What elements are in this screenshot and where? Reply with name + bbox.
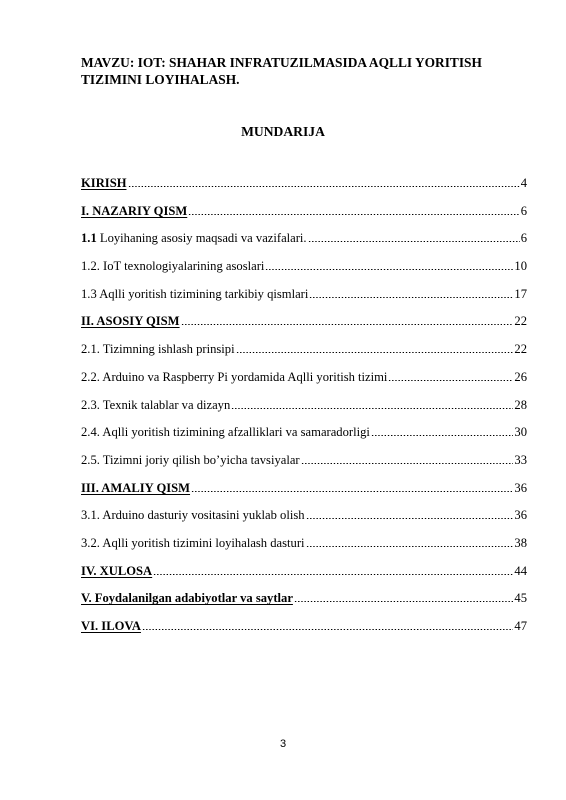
toc-entry[interactable]: [81, 311, 527, 329]
toc-entry[interactable]: [81, 422, 527, 440]
toc-heading: MUNDARIJA: [241, 124, 325, 139]
toc-entry[interactable]: [81, 616, 527, 634]
toc-entry[interactable]: [81, 561, 527, 579]
toc-entry-label: VI. ILOVA: [81, 619, 141, 633]
toc-entry-page: 33: [514, 452, 527, 467]
toc-entry[interactable]: [81, 256, 527, 274]
toc-entry-label: II. ASOSIY QISM: [81, 314, 180, 329]
toc-entry-label: [81, 231, 307, 246]
table-of-contents: [81, 173, 527, 644]
toc-entry[interactable]: [81, 533, 527, 551]
toc-entry-label: 3.2. Aqlli yoritish tizimini loyihalash dasturi: [81, 535, 305, 550]
toc-entry-label: 1.3 Aqlli yoritish tizimining tarkibiy qismlari: [81, 286, 309, 301]
toc-entry-text: Loyihaning asosiy maqsadi va vazifalari.: [96, 231, 307, 246]
toc-entry-label: 2.5. Tizimni joriy qilish bo’yicha tavsiyalar: [81, 452, 300, 467]
toc-entry-page: 36: [514, 508, 527, 523]
toc-entry-page: 36: [514, 480, 527, 495]
toc-entry-label: 2.3. Texnik talablar va dizayn: [81, 397, 231, 412]
toc-entry[interactable]: [81, 478, 527, 496]
toc-entry[interactable]: [81, 395, 527, 413]
toc-entry-label: 1.2. IoT texnologiyalarining asoslari: [81, 259, 265, 274]
toc-entry-page: 45: [514, 591, 527, 606]
toc-entry[interactable]: [81, 450, 527, 468]
dot-leader: [371, 426, 514, 437]
dot-leader: [308, 232, 520, 243]
dot-leader: [181, 315, 514, 326]
toc-entry-page: 6: [520, 203, 527, 218]
page-number: 3: [279, 738, 287, 750]
toc-entry-page: 4: [520, 176, 527, 190]
toc-entry-number: 1.1: [81, 231, 97, 246]
dot-leader: [142, 620, 513, 631]
toc-entry-label: III. AMALIY QISM: [81, 480, 191, 495]
dot-leader: [231, 399, 513, 410]
toc-entry-label: KIRISH: [81, 176, 127, 190]
dot-leader: [191, 482, 513, 493]
dot-leader: [306, 509, 514, 520]
toc-entry-page: 26: [514, 369, 527, 384]
toc-entry-label: 2.2. Arduino va Raspberry Pi yordamida Aqlli yoritish tizimi: [81, 369, 388, 384]
toc-entry[interactable]: [81, 367, 527, 385]
toc-entry-label: V. Foydalanilgan adabiyotlar va saytlar: [81, 591, 293, 606]
dot-leader: [301, 454, 514, 465]
toc-entry[interactable]: [81, 284, 527, 302]
toc-entry[interactable]: [81, 505, 527, 523]
toc-entry-label: I. NAZARIY QISM: [81, 203, 188, 218]
toc-entry-page: 22: [514, 342, 527, 357]
toc-entry-page: 6: [520, 231, 527, 246]
toc-entry-page: 47: [514, 619, 527, 633]
dot-leader: [309, 288, 513, 299]
toc-entry-label: 3.1. Arduino dasturiy vositasini yuklab olish: [81, 508, 305, 523]
toc-entry-page: 28: [514, 397, 527, 412]
toc-entry-page: 22: [514, 314, 527, 329]
toc-entry-page: 10: [514, 259, 527, 274]
dot-leader: [294, 592, 513, 603]
toc-entry[interactable]: [81, 339, 527, 357]
dot-leader: [265, 260, 513, 271]
dot-leader: [188, 205, 519, 216]
toc-entry-page: 17: [514, 286, 527, 301]
toc-entry-page: 30: [514, 425, 527, 440]
toc-entry[interactable]: [81, 588, 527, 606]
toc-entry-label: 2.4. Aqlli yoritish tizimining afzalliklari va samaradorligi: [81, 425, 370, 440]
dot-leader: [153, 565, 513, 576]
dot-leader: [306, 537, 514, 548]
dot-leader: [236, 343, 514, 354]
dot-leader: [388, 371, 513, 382]
toc-entry-page: 38: [514, 535, 527, 550]
toc-entry[interactable]: [81, 228, 527, 246]
toc-entry-label: IV. XULOSA: [81, 563, 153, 578]
toc-entry[interactable]: [81, 201, 527, 219]
toc-entry-page: 44: [514, 563, 527, 578]
document-title: MAVZU: IOT: SHAHAR INFRATUZILMASIDA AQLLI YORITISH TIZIMINI LOYIHALASH.: [81, 55, 482, 87]
toc-entry[interactable]: [81, 173, 527, 191]
toc-entry-label: 2.1. Tizimning ishlash prinsipi: [81, 342, 235, 357]
dot-leader: [128, 177, 520, 188]
